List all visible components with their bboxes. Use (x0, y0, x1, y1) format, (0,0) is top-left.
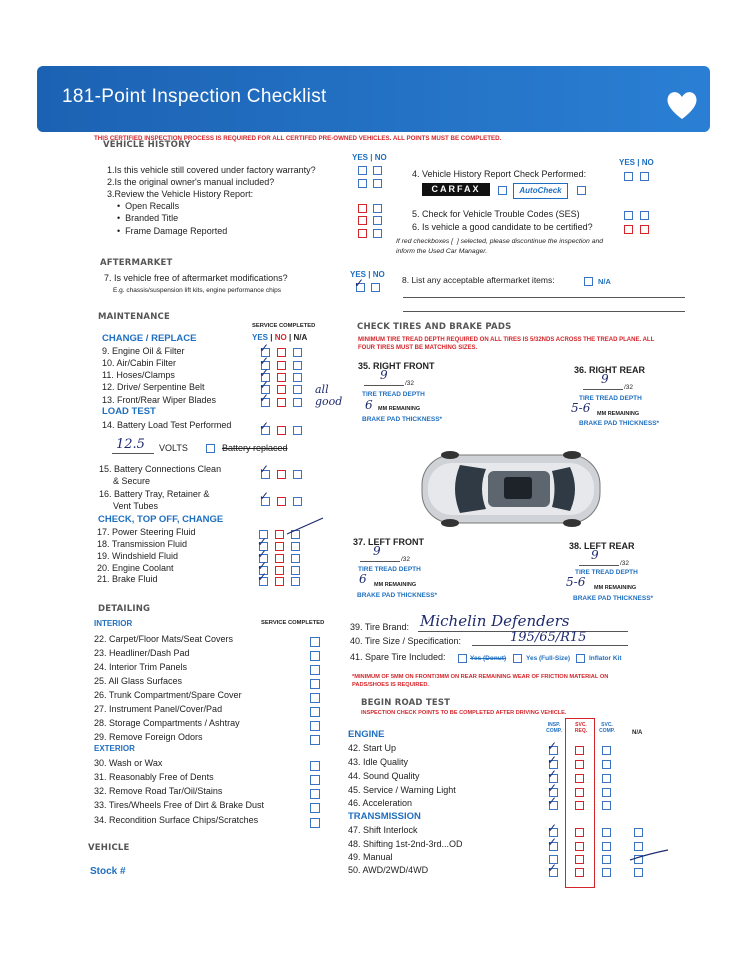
rt-item-43: 43. Idle Quality (348, 757, 409, 767)
dt-item-30: 30. Wash or Wax (94, 758, 163, 768)
mt13-check-mark: ✓ (259, 391, 270, 405)
am8-na-label: N/A (598, 277, 611, 286)
spare-donut-checkbox[interactable] (458, 654, 467, 663)
vh-item-3: 3.Review the Vehicle History Report: (107, 189, 254, 199)
dt26-checkbox[interactable] (310, 693, 320, 703)
mt16-na[interactable] (293, 497, 302, 506)
rt-col-na: N/A (632, 730, 643, 736)
rt48-check-mark: ✓ (547, 835, 558, 849)
mt20-na[interactable] (291, 566, 300, 575)
dt-item-25: 25. All Glass Surfaces (94, 676, 183, 686)
mt13-na[interactable] (293, 398, 302, 407)
dt32-checkbox[interactable] (310, 789, 320, 799)
vh-item-5: 5. Check for Vehicle Trouble Codes (SES) (412, 209, 580, 219)
rt47-comp[interactable] (602, 828, 611, 837)
tire-brand-label: 39. Tire Brand: (350, 622, 410, 632)
vh-branded-no-checkbox[interactable] (373, 216, 382, 225)
mt17-no[interactable] (275, 530, 284, 539)
tire-brand-value[interactable]: Michelin Defenders (420, 612, 570, 630)
mt-item-18: 18. Transmission Fluid (97, 539, 188, 549)
rt47-check-mark: ✓ (547, 821, 558, 835)
rt46-comp[interactable] (602, 801, 611, 810)
rf-depth-line (364, 385, 404, 386)
volts-label: VOLTS (159, 443, 188, 453)
car-top-view-image (420, 447, 602, 531)
mt12-check-mark: ✓ (259, 378, 270, 392)
mt-item-14: 14. Battery Load Test Performed (102, 420, 232, 430)
dt-item-33: 33. Tires/Wheels Free of Dirt & Brake Dust (94, 800, 265, 810)
mt18-na[interactable] (291, 542, 300, 551)
mt19-na[interactable] (291, 554, 300, 563)
dt-service-completed-header: SERVICE COMPLETED (261, 620, 325, 626)
am-item-8: 8. List any acceptable aftermarket items: (402, 275, 555, 285)
dt-item-23: 23. Headliner/Dash Pad (94, 648, 190, 658)
rr-depth: 9 (601, 372, 609, 386)
mt-item-13: 13. Front/Rear Wiper Blades (102, 395, 217, 405)
am8-line-2 (403, 311, 685, 312)
mt-load-test: LOAD TEST (102, 406, 156, 417)
mt14-na[interactable] (293, 426, 302, 435)
carfax-logo: CARFAX (422, 183, 490, 196)
mt-all-good-note: all good (315, 383, 343, 408)
dt28-checkbox[interactable] (310, 721, 320, 731)
page-title: 181-Point Inspection Checklist (62, 86, 327, 107)
mt9-check-mark: ✓ (259, 341, 270, 355)
volts-line (112, 453, 154, 454)
dt34-checkbox[interactable] (310, 818, 320, 828)
am8-line-1 (403, 297, 685, 298)
road-test-note: INSPECTION CHECK POINTS TO BE COMPLETED AFTER DRIVING VEHICLE. (361, 710, 567, 716)
rt-item-45: 45. Service / Warning Light (348, 785, 456, 795)
mt-item-16-b: Vent Tubes (113, 501, 159, 511)
mt13-no[interactable] (277, 398, 286, 407)
rr-label: 36. RIGHT REAR (574, 365, 646, 375)
mt-item-21: 21. Brake Fluid (97, 574, 158, 584)
lr-mm: MM REMAINING (594, 585, 637, 591)
rt45-comp[interactable] (602, 788, 611, 797)
pad-note: *MINIMUM OF 5MM ON FRONT/3MM ON REAR REMAINING WEAR OF FRICTION MATERIAL ON PADS/SHOES IS REQUIRED. (352, 674, 609, 688)
spare-inflator-checkbox[interactable] (576, 654, 585, 663)
vh1-yes-checkbox[interactable] (358, 166, 367, 175)
rt44-comp[interactable] (602, 774, 611, 783)
dt-item-28: 28. Storage Compartments / Ashtray (94, 718, 240, 728)
red-checkbox-note: If red checkboxes [ ] selected, please discontinue the inspection and (396, 238, 604, 245)
rt49-req[interactable] (575, 855, 584, 864)
mt21-no[interactable] (275, 577, 284, 586)
mt-item-20: 20. Engine Coolant (97, 563, 174, 573)
rf-tread-label: TIRE TREAD DEPTH (362, 391, 425, 398)
dt-exterior-heading: EXTERIOR (94, 744, 135, 753)
am-item-7: 7. Is vehicle free of aftermarket modifications? (104, 273, 288, 283)
rt-item-50: 50. AWD/2WD/4WD (348, 865, 429, 875)
rt50-comp[interactable] (602, 868, 611, 877)
mt-item-17: 17. Power Steering Fluid (97, 527, 196, 537)
am8-na-checkbox[interactable] (584, 277, 593, 286)
mt15-check-mark: ✓ (259, 462, 270, 476)
mt12-no[interactable] (277, 385, 286, 394)
heart-icon (664, 88, 700, 122)
vh-recalls-no-checkbox[interactable] (373, 204, 382, 213)
vh-frame-yes-checkbox[interactable] (358, 229, 367, 238)
rt42-check-mark: ✓ (547, 739, 558, 753)
lf-mm: MM REMAINING (374, 582, 417, 588)
mt-item-9: 9. Engine Oil & Filter (102, 346, 185, 356)
rt50-check-mark: ✓ (547, 861, 558, 875)
mt10-na[interactable] (293, 361, 302, 370)
dt-item-29: 29. Remove Foreign Odors (94, 732, 203, 742)
spare-fullsize-checkbox[interactable] (513, 654, 522, 663)
dt-interior-heading: INTERIOR (94, 619, 133, 628)
mt20-check-mark: ✓ (257, 559, 268, 573)
stock-number-label[interactable]: Stock # (90, 866, 126, 877)
mt11-no[interactable] (277, 373, 286, 382)
rt42-comp[interactable] (602, 746, 611, 755)
rt45-req[interactable] (575, 788, 584, 797)
vh6-yes-checkbox[interactable] (624, 225, 633, 234)
vh-bullet-open-recalls: • Open Recalls (117, 201, 180, 211)
dt33-checkbox[interactable] (310, 803, 320, 813)
am7-no-checkbox[interactable] (371, 283, 380, 292)
rt45-check-mark: ✓ (547, 781, 558, 795)
vh4-yes-checkbox[interactable] (624, 172, 633, 181)
spare-fullsize-label: Yes (Full-Size) (526, 655, 571, 662)
mt20-no[interactable] (275, 566, 284, 575)
rf-fraction: /32 (405, 380, 415, 387)
mt15-no[interactable] (277, 470, 286, 479)
rt-col-insp: INSP. COMP. (546, 722, 562, 734)
rt-item-47: 47. Shift Interlock (348, 825, 418, 835)
lf-pad: 6 (359, 572, 367, 586)
rt44-req[interactable] (575, 774, 584, 783)
rf-pad: 6 (365, 398, 373, 412)
rt43-comp[interactable] (602, 760, 611, 769)
vh-recalls-yes-checkbox[interactable] (358, 204, 367, 213)
dt-item-26: 26. Trunk Compartment/Spare Cover (94, 690, 242, 700)
rt48-comp[interactable] (602, 842, 611, 851)
spare-donut-label: Yes (Donut) (470, 655, 507, 662)
rr-pad-label: BRAKE PAD THICKNESS* (579, 420, 660, 427)
rt49-na-stroke (628, 846, 670, 864)
lf-label: 37. LEFT FRONT (353, 537, 425, 547)
mt-item-12: 12. Drive/ Serpentine Belt (102, 382, 205, 392)
mt16-no[interactable] (277, 497, 286, 506)
mt12-na[interactable] (293, 385, 302, 394)
rr-tread-label: TIRE TREAD DEPTH (579, 395, 642, 402)
dt-item-31: 31. Reasonably Free of Dents (94, 772, 214, 782)
dt-item-27: 27. Instrument Panel/Cover/Pad (94, 704, 223, 714)
rt49-comp[interactable] (602, 855, 611, 864)
rt-item-46: 46. Acceleration (348, 798, 413, 808)
carfax-checkbox[interactable] (498, 186, 507, 195)
rt-item-49: 49. Manual (348, 852, 393, 862)
lf-depth-line (360, 561, 400, 562)
lr-depth-line (579, 565, 619, 566)
rt-item-48: 48. Shifting 1st-2nd-3rd...OD (348, 839, 463, 849)
mt-col-headers: YES | NO | N/A (252, 333, 308, 342)
mt-item-11: 11. Hoses/Clamps (102, 370, 175, 380)
rf-depth: 9 (380, 368, 388, 382)
rf-mm: MM REMAINING (378, 406, 421, 412)
spare-tire-label: 41. Spare Tire Included: (350, 652, 446, 662)
rf-pad-label: BRAKE PAD THICKNESS* (362, 416, 443, 423)
rt-engine-heading: ENGINE (348, 729, 385, 740)
mt9-na[interactable] (293, 348, 302, 357)
tire-size-value[interactable]: 195/65/R15 (510, 630, 587, 645)
section-vehicle: VEHICLE (88, 843, 130, 853)
rt46-check-mark: ✓ (547, 794, 558, 808)
vh1-no-checkbox[interactable] (373, 166, 382, 175)
mt17-stroke-mark (285, 516, 325, 536)
mt19-no[interactable] (275, 554, 284, 563)
mt18-check-mark: ✓ (257, 535, 268, 549)
vh-yes-no-header: YES | NO (352, 153, 387, 162)
lr-tread-label: TIRE TREAD DEPTH (575, 569, 638, 576)
vh6-no-checkbox[interactable] (640, 225, 649, 234)
mt19-check-mark: ✓ (257, 547, 268, 561)
mt9-no[interactable] (277, 348, 286, 357)
battery-replaced-checkbox[interactable] (206, 444, 215, 453)
dt-item-24: 24. Interior Trim Panels (94, 662, 188, 672)
rt43-check-mark: ✓ (547, 753, 558, 767)
rt50-na[interactable] (634, 868, 643, 877)
vh5-no-checkbox[interactable] (640, 211, 649, 220)
am-yes-no-header: YES | NO (350, 270, 385, 279)
mt10-no[interactable] (277, 361, 286, 370)
tire-note: MINIMUM TIRE TREAD DEPTH REQUIRED ON ALL TIRES IS 5/32NDS ACROSS THE TREAD PLANE. ALL FOUR TIRES MUST BE MATCHING SIZES. (358, 337, 655, 351)
section-vehicle-history: VEHICLE HISTORY (103, 140, 191, 150)
mt16-check-mark: ✓ (259, 489, 270, 503)
rt-item-42: 42. Start Up (348, 743, 397, 753)
dt29-checkbox[interactable] (310, 735, 320, 745)
autocheck-checkbox[interactable] (577, 186, 586, 195)
dt-item-34: 34. Recondition Surface Chips/Scratches (94, 815, 259, 825)
section-maintenance: MAINTENANCE (98, 312, 170, 322)
rt42-req[interactable] (575, 746, 584, 755)
red-checkbox-note-2: inform the Used Car Manager. (396, 248, 488, 255)
mt-item-16: 16. Battery Tray, Retainer & (99, 489, 210, 499)
dt25-checkbox[interactable] (310, 679, 320, 689)
rt50-req[interactable] (575, 868, 584, 877)
lf-pad-label: BRAKE PAD THICKNESS* (357, 592, 438, 599)
vh-right-yes-no-header: YES | NO (619, 158, 654, 167)
section-tires: CHECK TIRES AND BRAKE PADS (357, 322, 512, 332)
mt15-na[interactable] (293, 470, 302, 479)
rt-item-44: 44. Sound Quality (348, 771, 420, 781)
rt-transmission-heading: TRANSMISSION (348, 811, 421, 822)
rt47-req[interactable] (575, 828, 584, 837)
dt31-checkbox[interactable] (310, 775, 320, 785)
lr-depth: 9 (591, 548, 599, 562)
tire-size-line (472, 645, 628, 646)
mt-change-replace: CHANGE / REPLACE (102, 333, 197, 344)
section-road-test: BEGIN ROAD TEST (361, 698, 451, 708)
vh-branded-yes-checkbox[interactable] (358, 216, 367, 225)
vh-bullet-branded-title: • Branded Title (117, 213, 179, 223)
section-aftermarket: AFTERMARKET (100, 258, 173, 268)
section-detailing: DETAILING (98, 604, 151, 614)
dt24-checkbox[interactable] (310, 665, 320, 675)
mt10-check-mark: ✓ (259, 354, 270, 368)
vh2-yes-checkbox[interactable] (358, 179, 367, 188)
battery-replaced-label: Battery replaced (222, 443, 288, 453)
rt-col-svc-comp: SVC. COMP. (599, 722, 615, 734)
vh4-no-checkbox[interactable] (640, 172, 649, 181)
vh2-no-checkbox[interactable] (373, 179, 382, 188)
vh-bullet-frame-damage: • Frame Damage Reported (117, 226, 228, 236)
dt30-checkbox[interactable] (310, 761, 320, 771)
mt-item-10: 10. Air/Cabin Filter (102, 358, 177, 368)
dt23-checkbox[interactable] (310, 651, 320, 661)
mt-service-completed-header: SERVICE COMPLETED (252, 323, 316, 329)
am7-check-mark: ✓ (354, 276, 365, 290)
vh-item-2: 2.Is the original owner's manual included? (107, 177, 275, 187)
mt18-no[interactable] (275, 542, 284, 551)
rt48-req[interactable] (575, 842, 584, 851)
rt43-req[interactable] (575, 760, 584, 769)
volts-value: 12.5 (116, 437, 145, 452)
vh-frame-no-checkbox[interactable] (373, 229, 382, 238)
mt11-na[interactable] (293, 373, 302, 382)
rt44-check-mark: ✓ (547, 767, 558, 781)
mt-item-19: 19. Windshield Fluid (97, 551, 179, 561)
mt-item-15: 15. Battery Connections Clean (99, 464, 222, 474)
vh-item-4: 4. Vehicle History Report Check Performed: (412, 169, 587, 179)
lr-label: 38. LEFT REAR (569, 541, 635, 551)
rr-mm: MM REMAINING (597, 411, 640, 417)
am-item-7-sub: E.g. chassis/suspension lift kits, engine performance chips (113, 287, 282, 294)
vh-item-6: 6. Is vehicle a good candidate to be certified? (412, 222, 593, 232)
autocheck-logo: AutoCheck (513, 183, 568, 199)
dt-item-32: 32. Remove Road Tar/Oil/Stains (94, 786, 223, 796)
lf-depth: 9 (373, 544, 381, 558)
dt-item-22: 22. Carpet/Floor Mats/Seat Covers (94, 634, 234, 644)
rt47-na[interactable] (634, 828, 643, 837)
certified-notice: THIS CERTIFIED INSPECTION PROCESS IS REQUIRED FOR ALL CERTIFED PRE-OWNED VEHICLES. ALL POINTS MUST BE COMPLETED. (94, 135, 502, 142)
lr-pad: 5-6 (566, 575, 586, 589)
lr-pad-label: BRAKE PAD THICKNESS* (573, 595, 654, 602)
spare-inflator-label: Inflator Kit (589, 655, 622, 662)
dt27-checkbox[interactable] (310, 707, 320, 717)
mt21-check-mark: ✓ (257, 570, 268, 584)
vh5-yes-checkbox[interactable] (624, 211, 633, 220)
mt-item-15-b: & Secure (113, 476, 151, 486)
lf-tread-label: TIRE TREAD DEPTH (358, 566, 421, 573)
mt11-check-mark: ✓ (259, 366, 270, 380)
lr-fraction: /32 (620, 560, 630, 567)
rt46-req[interactable] (575, 801, 584, 810)
rr-depth-line (583, 389, 623, 390)
rr-fraction: /32 (624, 384, 634, 391)
vh-item-1: 1.Is this vehicle still covered under factory warranty? (107, 165, 316, 175)
rt-col-svc-req: SVC. REQ. (574, 722, 588, 734)
tire-size-label: 40. Tire Size / Specification: (350, 636, 462, 646)
mt21-na[interactable] (291, 577, 300, 586)
mt14-check-mark: ✓ (259, 419, 270, 433)
mt-check-top-off: CHECK, TOP OFF, CHANGE (98, 514, 224, 525)
rf-label: 35. RIGHT FRONT (358, 361, 435, 371)
mt14-no[interactable] (277, 426, 286, 435)
lf-fraction: /32 (401, 556, 411, 563)
dt22-checkbox[interactable] (310, 637, 320, 647)
rr-pad: 5-6 (571, 401, 591, 415)
